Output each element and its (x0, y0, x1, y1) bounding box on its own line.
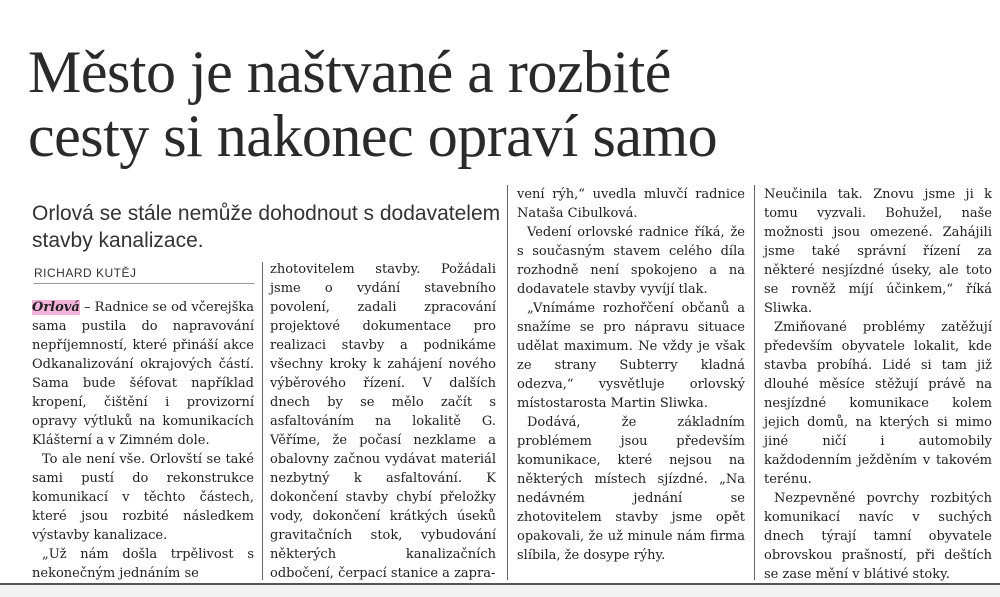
headline (28, 40, 988, 168)
paragraph: zhotovitelem stavby. Požádali jsme o vydání stavebního povolení, zadali zpracování projektové dokumentace pro realizaci stavby a podnikáme všechny kroky k zahájení nového výběrového řízení. V dalších dnech by se mělo začít s asfaltováním na lokalitě G. Věříme, že počasí nezklame a obalovny začnou vydávat materiál nezbytný k asfaltování. K dokončení stavby chybí přeložky vody, dokončení krátkých úseků gravitačních stok, vybudování některých kanalizačních odbočení, čerpací stanice a zapra- (270, 262, 496, 581)
paragraph-text: – Radnice se od včerejška sama pustila do napravování nepříjemností, které přináší akce Odkanalizování okrajových částí. Sama bude šéfovat například kropení, čištění i provizorní opravy výtluků na komunikacích Klášterní a v Zimném dole. (32, 300, 254, 448)
paragraph (32, 298, 254, 450)
article-column-3 (517, 185, 745, 565)
paragraph: To ale není vše. Orlovští se také sami pustí do rekonstrukce komunikací v těchto částech, které jsou rozbité následkem výstavby kanalizace. (32, 452, 254, 543)
headline-line-2: cesty si nakonec opraví samo (28, 103, 718, 169)
subheadline: Orlová se stále nemůže dohodnout s dodavatelem stavby kanalizace. (32, 202, 501, 252)
article-column-1 (32, 298, 254, 583)
paragraph: Nezpevněné povrchy rozbitých komunikací navíc v suchých dnech týrají tamní obyvatele obrovskou prašností, při deštích se zase mění v blátivé stoky. (764, 491, 992, 582)
article-column-4 (764, 185, 992, 584)
paragraph: Dodává, že základním problémem jsou především komunikace, které nejsou na některých místech sjízdné. „Na nedávném jednání se zhotovitelem stavby jsme opět opakovali, že už minule nám firma slíbila, že dosype rýhy. (517, 415, 745, 563)
column-divider (754, 185, 755, 580)
dateline-place: Orlová (32, 300, 80, 315)
byline: RICHARD KUTĚJ (34, 266, 254, 284)
headline-line-1: Město je naštvané a rozbité (28, 39, 671, 105)
paragraph: vení rýh,“ uvedla mluvčí radnice Nataša Cibulková. (517, 187, 745, 221)
article-column-2 (270, 260, 496, 583)
column-divider (262, 262, 263, 580)
paragraph: „Už nám došla trpělivost s nekonečným jednáním se (32, 547, 254, 581)
paragraph: Zmiňované problémy zatěžují především obyvatele lokalit, kde stavba probíhá. Lidé si tam již dlouhé měsíce stěžují právě na nesjízdné komunikace kolem jejich domů, na kterých si mimo jiné ničí i automobily každodenním ježděním v takovém terénu. (764, 320, 992, 487)
paragraph: Neučinila tak. Znovu jsme ji k tomu vyzvali. Bohužel, naše možnosti jsou omezené. Zahájili jsme také správní řízení za některé nesjízdné úseky, ale toto se rovněž míjí účinkem,“ říká Sliwka. (764, 187, 992, 316)
column-divider (507, 185, 508, 580)
paragraph: „Vnímáme rozhořčení občanů a snažíme se pro nápravu situace udělat maximum. Ne vždy je však ze strany Subterry kladná odezva,“ vysvětluje orlovský místostarosta Martin Sliwka. (517, 301, 745, 411)
page-edge (0, 585, 1000, 597)
paragraph: Vedení orlovské radnice říká, že s současným stavem celého díla rozhodně není spokojeno a na dodavatele stavby vyvíjí tlak. (517, 225, 745, 297)
